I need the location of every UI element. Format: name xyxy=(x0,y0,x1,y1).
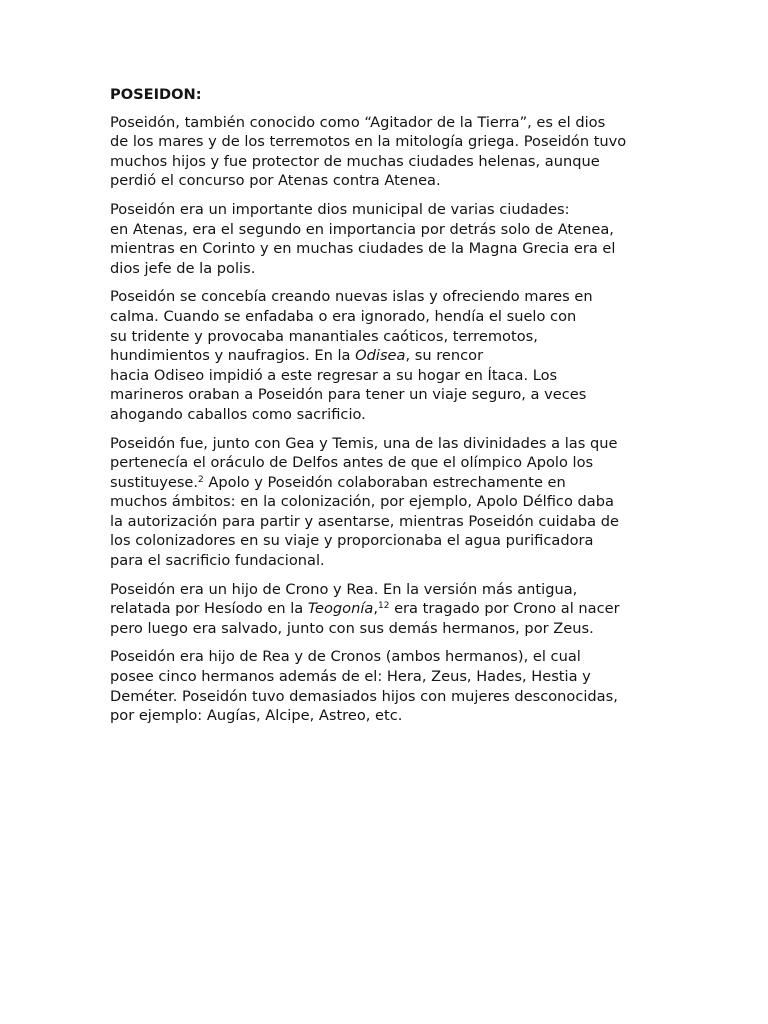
text-segment: posee cinco hermanos además de el: Hera, Zeus, Hades, Hestia y xyxy=(110,668,591,686)
text-line xyxy=(110,113,670,133)
paragraph xyxy=(110,434,670,571)
text-line xyxy=(110,667,670,687)
italic-text: Teogonía xyxy=(307,600,374,618)
text-line xyxy=(110,152,670,172)
text-line xyxy=(110,405,670,425)
italic-text: Odisea xyxy=(355,347,406,365)
text-line xyxy=(110,259,670,279)
text-segment: era tragado por Crono al nacer xyxy=(389,600,620,618)
text-line xyxy=(110,366,670,386)
text-segment: , su rencor xyxy=(405,347,484,365)
paragraph xyxy=(110,647,670,725)
text-segment: pertenecía el oráculo de Delfos antes de que el olímpico Apolo los xyxy=(110,454,594,472)
text-segment: la autorización para partir y asentarse, mientras Poseidón cuidaba de xyxy=(110,512,619,530)
text-line xyxy=(110,171,670,191)
text-line xyxy=(110,580,670,600)
text-line xyxy=(110,434,670,454)
document-body xyxy=(110,113,670,726)
text-segment: para el sacrificio fundacional. xyxy=(110,552,325,570)
paragraph xyxy=(110,580,670,639)
text-segment: Poseidón era un importante dios municipal de varias ciudades: xyxy=(110,200,570,218)
text-segment: los colonizadores en su viaje y proporcionaba el agua purificadora xyxy=(110,532,594,550)
text-segment: dios jefe de la polis. xyxy=(110,259,256,277)
text-segment: sustituyese. xyxy=(110,473,199,491)
text-segment: Apolo y Poseidón colaboraban estrechamente en xyxy=(203,473,566,491)
text-segment: ahogando caballos como sacrificio. xyxy=(110,405,366,423)
text-line xyxy=(110,492,670,512)
text-segment: , xyxy=(373,600,378,618)
text-segment: pero luego era salvado, junto con sus demás hermanos, por Zeus. xyxy=(110,619,594,637)
text-segment: de los mares y de los terremotos en la mitología griega. Poseidón tuvo xyxy=(110,133,627,151)
document-page xyxy=(110,85,670,735)
text-segment: calma. Cuando se enfadaba o era ignorado, hendía el suelo con xyxy=(110,307,577,325)
text-line xyxy=(110,453,670,473)
paragraph xyxy=(110,287,670,424)
text-segment: perdió el concurso por Atenas contra Atenea. xyxy=(110,172,441,190)
text-segment: Poseidón fue, junto con Gea y Temis, una de las divinidades a las que xyxy=(110,434,618,452)
text-line xyxy=(110,307,670,327)
paragraph xyxy=(110,200,670,278)
text-line xyxy=(110,599,670,619)
text-segment: muchos ámbitos: en la colonización, por ejemplo, Apolo Délfico daba xyxy=(110,493,614,511)
text-segment: por ejemplo: Augías, Alcipe, Astreo, etc. xyxy=(110,707,403,725)
text-line xyxy=(110,346,670,366)
text-line xyxy=(110,327,670,347)
text-line xyxy=(110,706,670,726)
text-segment: hundimientos y naufragios. En la xyxy=(110,347,356,365)
text-segment: Poseidón era hijo de Rea y de Cronos (ambos hermanos), el cual xyxy=(110,648,581,666)
text-segment: relatada por Hesíodo en la xyxy=(110,600,308,618)
text-segment: en Atenas, era el segundo en importancia por detrás solo de Atenea, xyxy=(110,220,614,238)
text-line xyxy=(110,512,670,532)
text-line xyxy=(110,473,670,493)
document-title: POSEIDON: xyxy=(110,86,202,103)
footnote-reference: 12 xyxy=(377,601,390,612)
text-segment: hacia Odiseo impidió a este regresar a su hogar en Ítaca. Los xyxy=(110,366,558,384)
text-line xyxy=(110,551,670,571)
text-segment: su tridente y provocaba manantiales caóticos, terremotos, xyxy=(110,327,538,345)
text-line xyxy=(110,531,670,551)
text-line xyxy=(110,220,670,240)
text-line xyxy=(110,287,670,307)
text-segment: muchos hijos y fue protector de muchas ciudades helenas, aunque xyxy=(110,152,600,170)
text-segment: Deméter. Poseidón tuvo demasiados hijos con mujeres desconocidas, xyxy=(110,687,618,705)
text-line xyxy=(110,132,670,152)
text-segment: marineros oraban a Poseidón para tener un viaje seguro, a veces xyxy=(110,386,587,404)
text-segment: mientras en Corinto y en muchas ciudades de la Magna Grecia era el xyxy=(110,240,616,258)
text-segment: Poseidón, también conocido como “Agitador de la Tierra”, es el dios xyxy=(110,113,606,131)
text-line xyxy=(110,385,670,405)
text-line xyxy=(110,619,670,639)
text-line xyxy=(110,200,670,220)
text-segment: Poseidón era un hijo de Crono y Rea. En la versión más antigua, xyxy=(110,580,578,598)
footnote-reference: 2 xyxy=(198,474,204,485)
paragraph xyxy=(110,113,670,191)
text-line xyxy=(110,687,670,707)
text-segment: Poseidón se concebía creando nuevas islas y ofreciendo mares en xyxy=(110,288,593,306)
text-line xyxy=(110,239,670,259)
text-line xyxy=(110,647,670,667)
